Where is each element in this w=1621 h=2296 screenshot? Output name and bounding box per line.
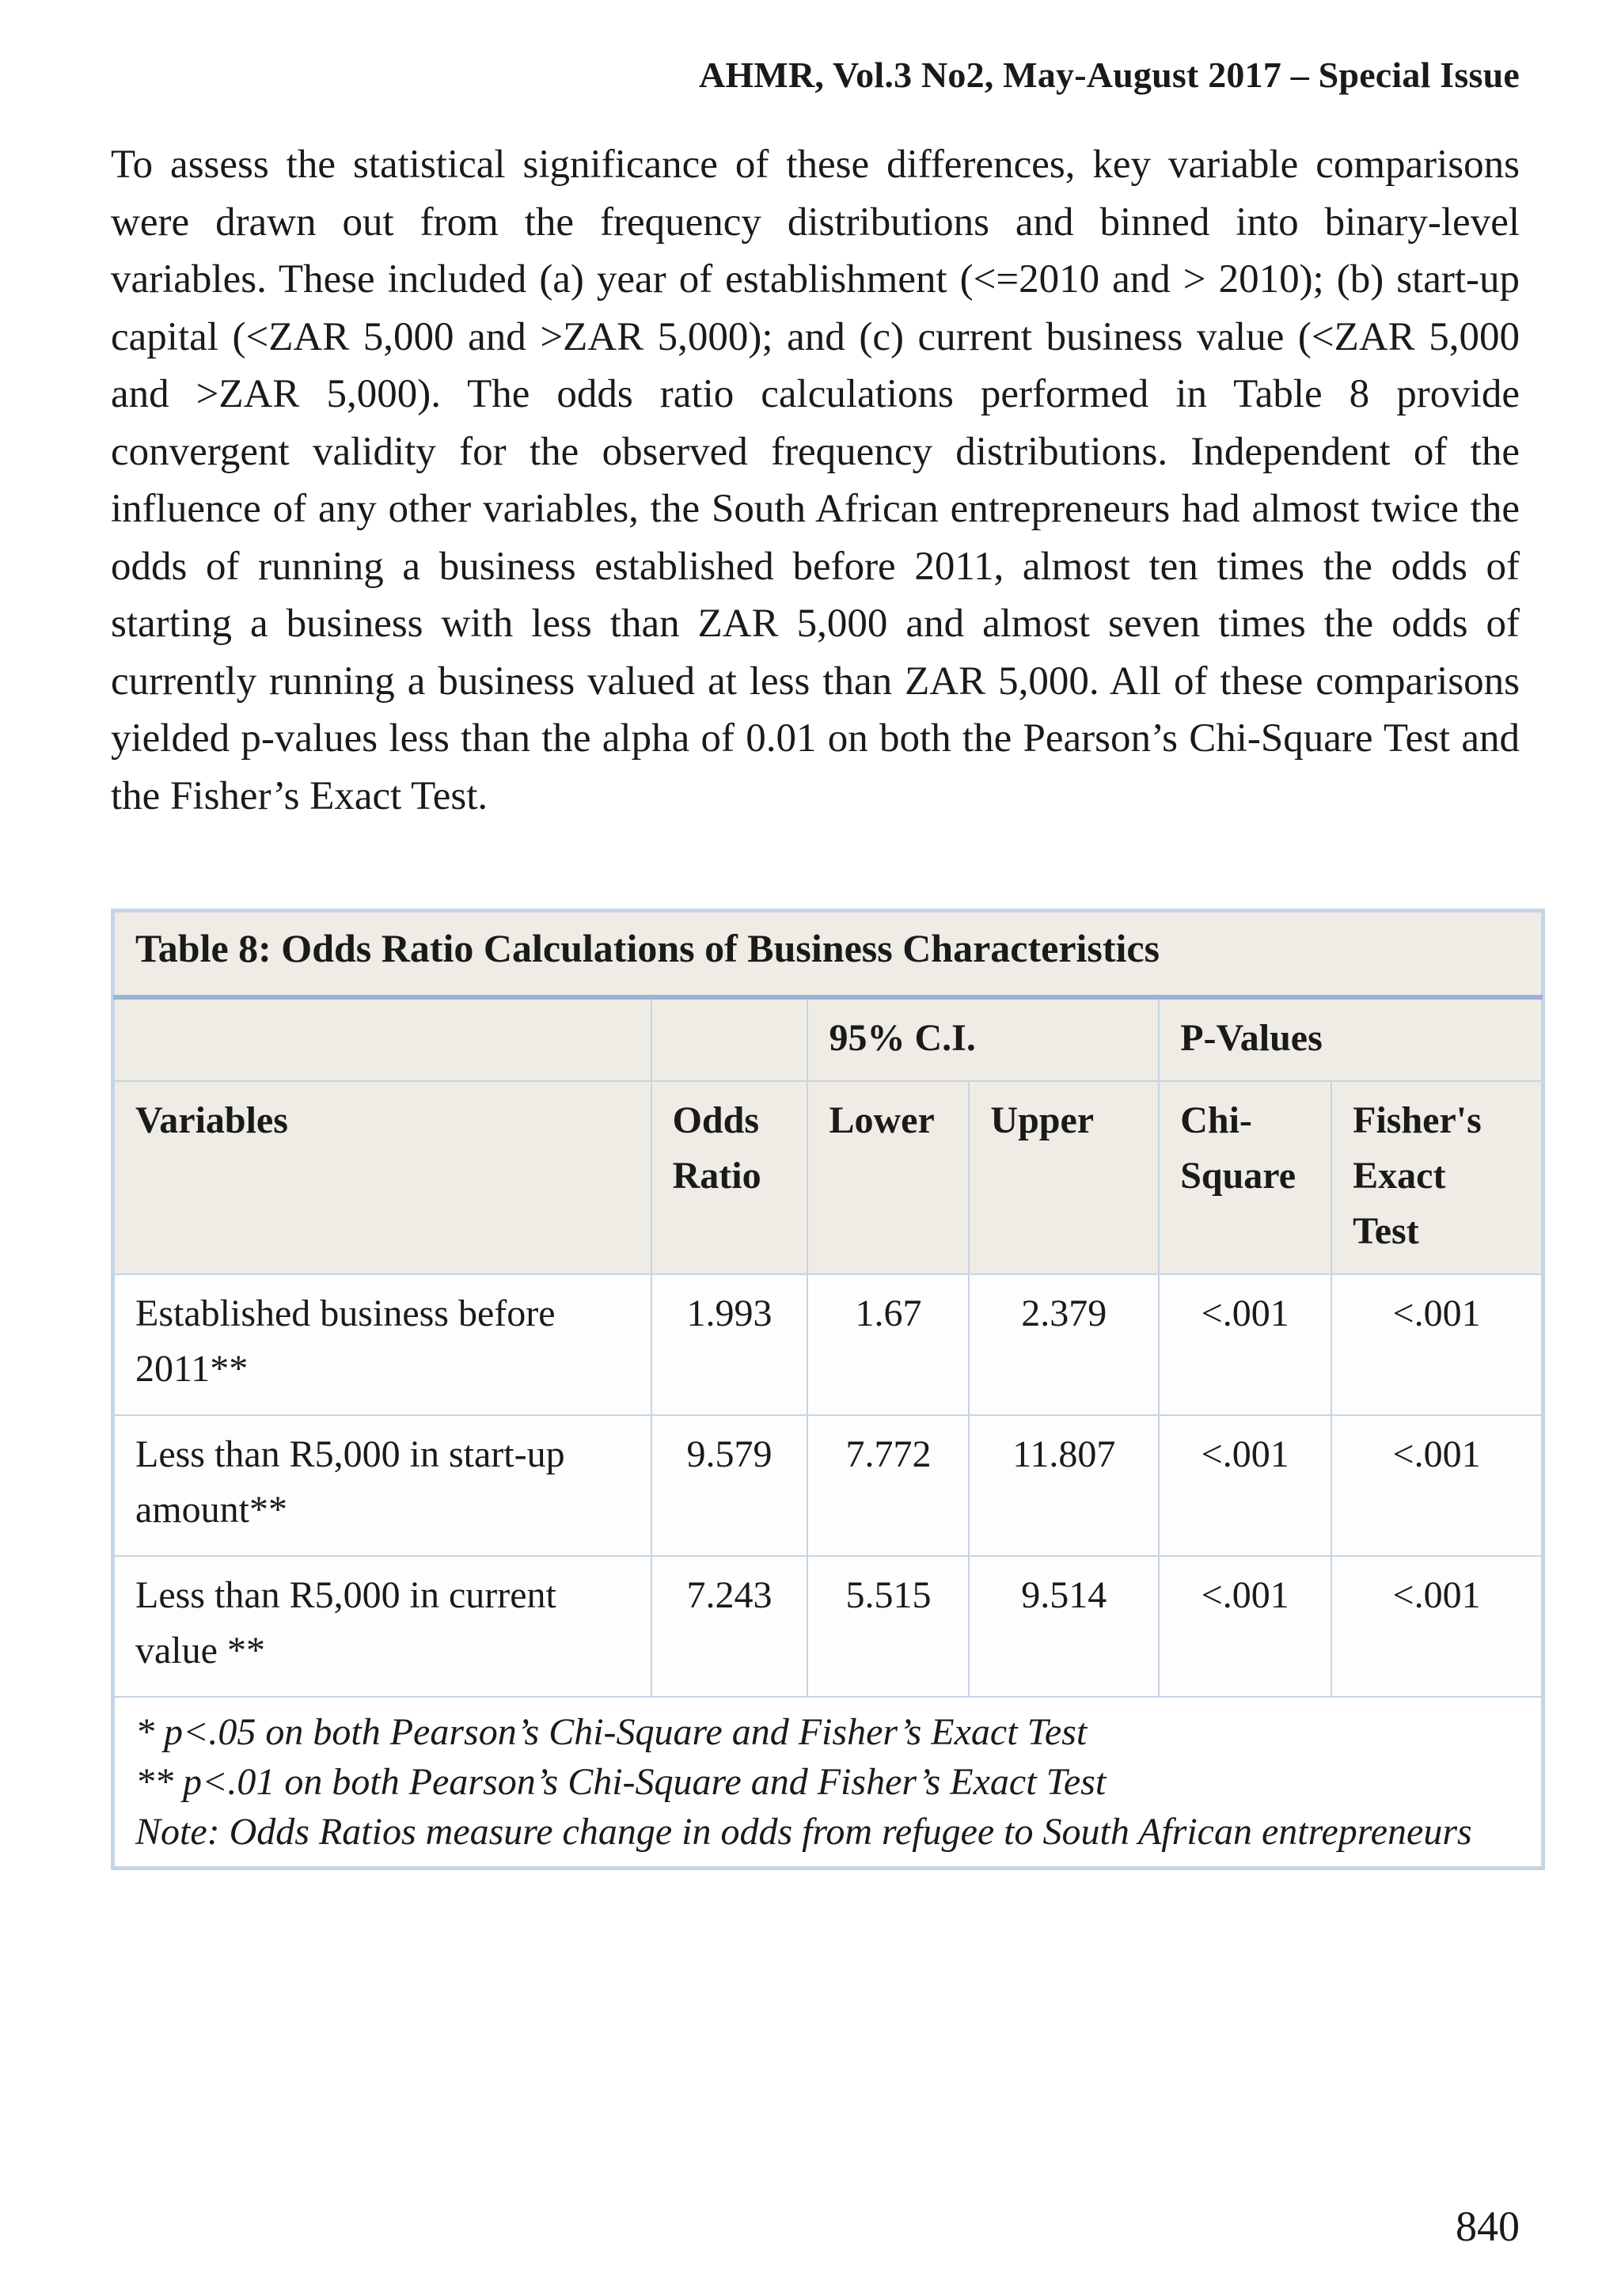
header-ci: 95% C.I. — [807, 997, 1159, 1081]
header-empty-odds — [651, 997, 808, 1081]
odds-ratio-table — [111, 909, 1545, 1870]
table-row — [114, 1415, 1542, 1556]
header-pvalues: P-Values — [1159, 997, 1542, 1081]
cell-odds-ratio: 1.993 — [651, 1274, 808, 1415]
cell-variable: Less than R5,000 in current value ** — [114, 1556, 651, 1697]
cell-lower: 1.67 — [807, 1274, 969, 1415]
cell-lower: 7.772 — [807, 1415, 969, 1556]
table-column-header-row — [114, 1081, 1542, 1274]
cell-chi-square: <.001 — [1159, 1274, 1331, 1415]
header-chi-square: Chi-Square — [1159, 1081, 1331, 1274]
table-caption: Table 8: Odds Ratio Calculations of Business Characteristics — [114, 912, 1542, 997]
page-number: 840 — [1456, 2203, 1520, 2250]
table-row — [114, 1556, 1542, 1697]
header-fisher: Fisher's Exact Test — [1331, 1081, 1542, 1274]
cell-fisher: <.001 — [1331, 1556, 1542, 1697]
note-odds-ratio: Note: Odds Ratios measure change in odds from refugee to South African entrepreneurs — [135, 1811, 1472, 1853]
running-header: AHMR, Vol.3 No2, May-August 2017 – Special Issue — [698, 55, 1520, 95]
table-group-header-row — [114, 997, 1542, 1081]
cell-fisher: <.001 — [1331, 1415, 1542, 1556]
cell-upper: 9.514 — [969, 1556, 1159, 1697]
header-odds-ratio: Odds Ratio — [651, 1081, 808, 1274]
body-paragraph: To assess the statistical significance of these differences, key variable comparisons were drawn out from the frequency distributions and binned into binary-level variables. These included (a) year of establishment (<=2010 and > 2010); (b) start-up capital (<ZAR 5,000 and >ZAR 5,000); and (c) current business value (<ZAR 5,000 and >ZAR 5,000). The odds ratio calculations performed in Table 8 provide convergent validity for the observed frequency distributions. Independent of the influence of any other variables, the South African entrepreneurs had almost twice the odds of running a business established before 2011, almost ten times the odds of starting a business with less than ZAR 5,000 and almost seven times the odds of currently running a business valued at less than ZAR 5,000. All of these comparisons yielded p-values less than the alpha of 0.01 on both the Pearson’s Chi-Square Test and the Fisher’s Exact Test. — [111, 142, 1520, 818]
table-notes-row — [114, 1697, 1542, 1867]
cell-lower: 5.515 — [807, 1556, 969, 1697]
cell-odds-ratio: 9.579 — [651, 1415, 808, 1556]
table-caption-row — [114, 912, 1542, 997]
cell-upper: 11.807 — [969, 1415, 1159, 1556]
header-lower: Lower — [807, 1081, 969, 1274]
cell-variable: Established business before 2011** — [114, 1274, 651, 1415]
cell-upper: 2.379 — [969, 1274, 1159, 1415]
header-variables: Variables — [114, 1081, 651, 1274]
table-row — [114, 1274, 1542, 1415]
note-significance-01: ** p<.01 on both Pearson’s Chi-Square and Fisher’s Exact Test — [135, 1761, 1107, 1803]
cell-chi-square: <.001 — [1159, 1556, 1331, 1697]
cell-odds-ratio: 7.243 — [651, 1556, 808, 1697]
page — [111, 0, 1520, 2296]
table — [113, 911, 1543, 1868]
table-notes — [114, 1697, 1542, 1867]
cell-chi-square: <.001 — [1159, 1415, 1331, 1556]
cell-fisher: <.001 — [1331, 1274, 1542, 1415]
cell-variable: Less than R5,000 in start-up amount** — [114, 1415, 651, 1556]
header-empty-variables — [114, 997, 651, 1081]
header-upper: Upper — [969, 1081, 1159, 1274]
note-significance-05: * p<.05 on both Pearson’s Chi-Square and Fisher’s Exact Test — [135, 1711, 1088, 1753]
